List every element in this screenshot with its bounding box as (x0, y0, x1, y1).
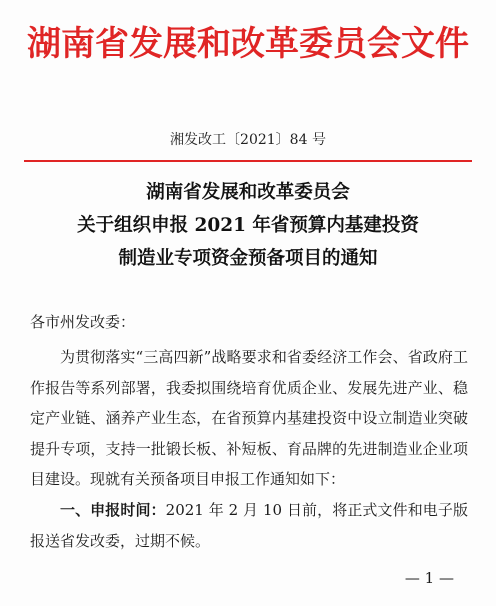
issuer-masthead: 湖南省发展和改革委员会文件 (27, 24, 469, 64)
red-separator-line (24, 160, 472, 162)
item-label: 一、申报时间： (60, 501, 166, 519)
title-line: 湖南省发展和改革委员会 (146, 182, 350, 203)
item-submission-time (30, 495, 468, 556)
salutation: 各市州发改委： (30, 313, 136, 331)
page-number: — 1 — (404, 569, 454, 587)
title-line: 制造业专项资金预备项目的通知 (118, 248, 378, 269)
body-paragraph: 为贯彻落实“三高四新”战略要求和省委经济工作会、省政府工作报告等系列部署，我委拟围绕培育优质企业、发展先进产业、稳定产业链、涵养产业生态，在省预算内基建投资中设立制造业突破提升专项，支持一批锻长板、补短板、育品牌的先进制造业企业项目建设。现就有关预备项目申报工作通知如下： (30, 348, 468, 488)
document-number: 湘发改工〔2021〕84 号 (170, 132, 326, 148)
item-text: 2021 年 2 月 10 日前，将正式文件和电子版报送省发改委，过期不候。 (30, 501, 468, 550)
title-line: 关于组织申报 2021 年省预算内基建投资 (77, 215, 419, 236)
document-title (0, 176, 496, 275)
